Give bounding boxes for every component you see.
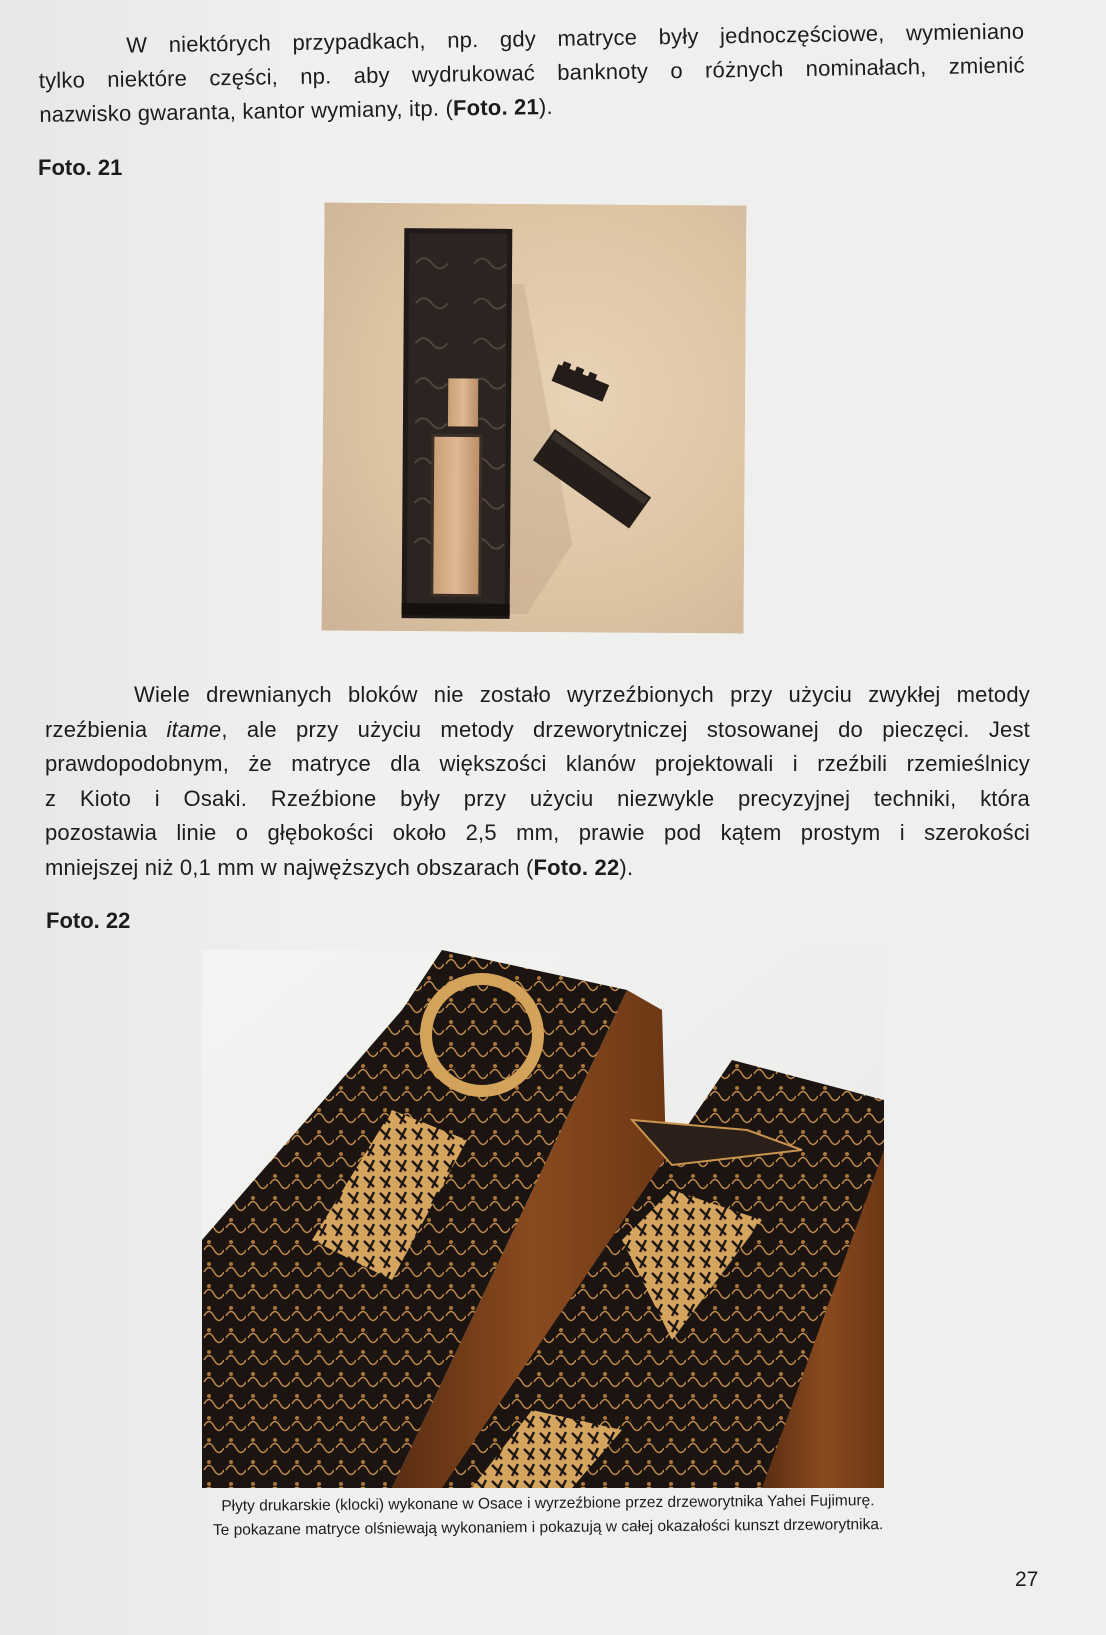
page-number: 27 — [1015, 1568, 1039, 1591]
paragraph-2-end: ). — [619, 854, 634, 880]
paragraph-1 — [38, 15, 1025, 132]
paragraph-2 — [45, 678, 1030, 885]
paragraph-2-line-5: pozostawia linie o głębokości około 2,5 mm, prawie pod kątem prostym i szerokości — [45, 820, 1030, 845]
itame-term: itame — [166, 716, 222, 742]
foto-21-reference: Foto. 21 — [452, 94, 540, 121]
paragraph-2-line-2-start: rzeźbienia — [45, 716, 167, 742]
foto-22-heading: Foto. 22 — [46, 908, 131, 933]
photo-22-caption — [118, 1488, 978, 1544]
photo-22-caption-line-2: Te pokazane matryce olśniewają wykonaniem i pokazują w całej okazałości kunszt drzeworytnika. — [212, 1516, 884, 1539]
paragraph-1-text: nazwisko gwaranta, kantor wymiany, itp. ( — [39, 95, 454, 127]
paragraph-1-line-2: tylko niektóre części, np. aby wydrukować banknoty o różnych nominałach, zmienić — [38, 52, 1025, 93]
photo-21-image — [322, 203, 747, 634]
paragraph-2-line-4: z Kioto i Osaki. Rzeźbione były przy użyciu niezwykle precyzyjnej techniki, która — [45, 785, 1030, 811]
photo-22 — [202, 950, 884, 1488]
foto-21-heading: Foto. 21 — [38, 155, 123, 180]
paragraph-1-line-1: W niektórych przypadkach, np. gdy matryce były jednoczęściowe, wymieniano — [126, 18, 1025, 58]
paragraph-2-line-1: Wiele drewnianych bloków nie zostało wyrzeźbionych przy użyciu zwykłej metody — [134, 682, 1030, 707]
paragraph-2-line-3: prawdopodobnym, że matryce dla większości klanów projektowali i rzeźbili rzemieślnicy — [45, 751, 1030, 776]
paragraph-2-line-2 — [45, 713, 1030, 748]
paragraph-2-line-6 — [45, 851, 1030, 886]
photo-22-caption-line-1: Płyty drukarskie (klocki) wykonane w Osace i wyrzeźbione przez drzeworytnika Yahei Fujimurę. — [221, 1492, 875, 1515]
foto-22-reference: Foto. 22 — [533, 854, 620, 880]
photo-22-image — [202, 950, 884, 1488]
photo-21 — [322, 203, 747, 634]
paragraph-1-end: ). — [538, 93, 553, 120]
paragraph-2-line-2-rest: , ale przy użyciu metody drzeworytniczej stosowanej do pieczęci. Jest — [221, 716, 1030, 742]
paragraph-2-line-6-start: mniejszej niż 0,1 mm w najwęższych obszarach ( — [45, 854, 534, 880]
